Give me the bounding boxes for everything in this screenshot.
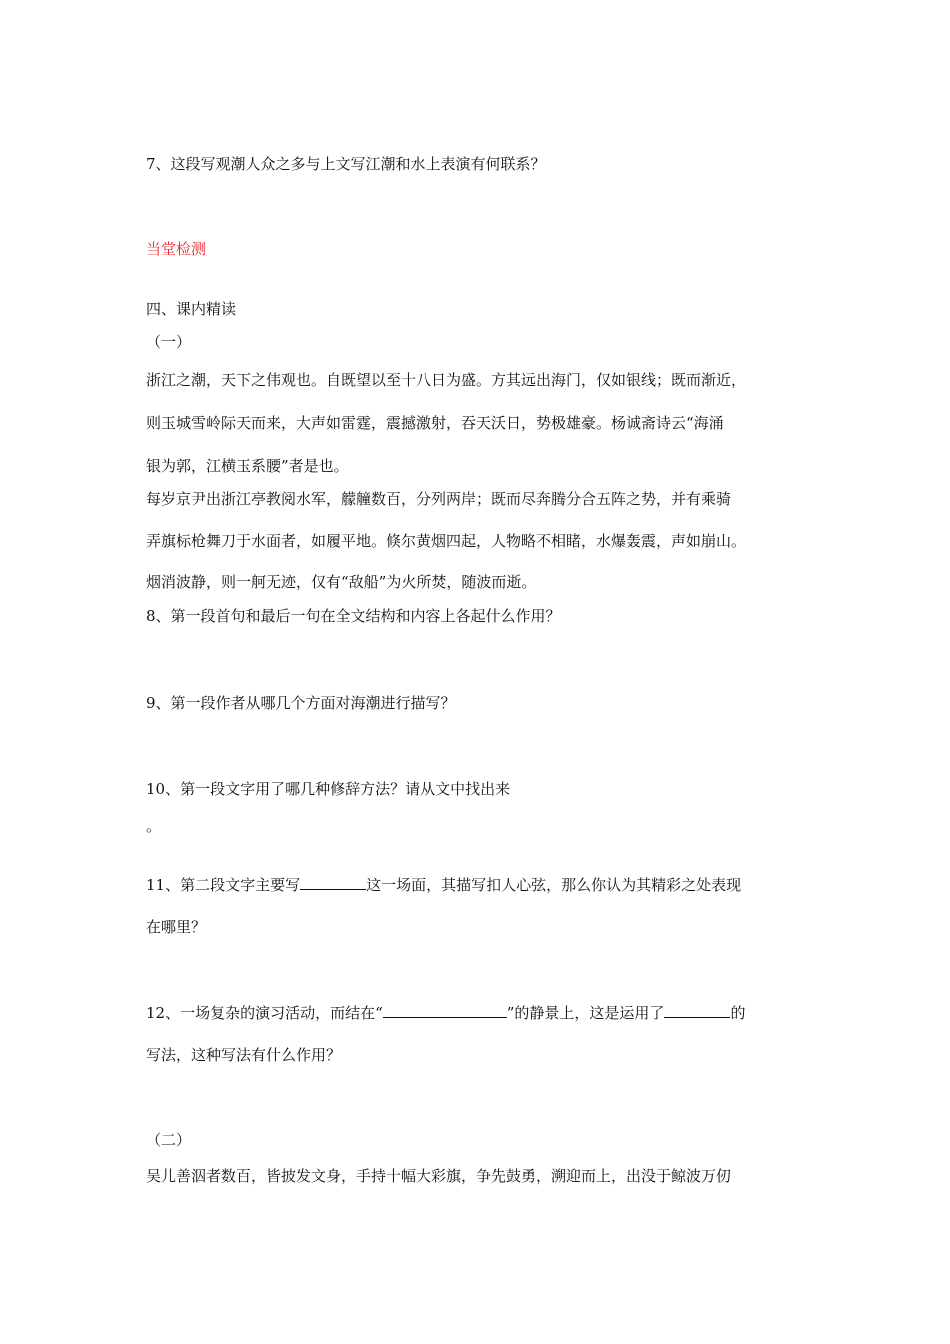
question-12 <box>146 1003 745 1023</box>
part-title: 四、课内精读 <box>146 300 237 318</box>
question-8: 8、第一段首句和最后一句在全文结构和内容上各起什么作用？ <box>146 607 561 625</box>
passage-label-2: （二） <box>146 1131 192 1149</box>
passage-label-1: （一） <box>146 333 192 351</box>
passage-line: 则玉城雪岭际天而来，大声如雷霆，震撼激射，吞天沃日，势极雄豪。杨诚斋诗云“海涌 <box>146 414 724 432</box>
question-12-cont: 写法，这种写法有什么作用？ <box>146 1046 342 1064</box>
answer-blank[interactable] <box>383 1003 507 1018</box>
answer-blank[interactable] <box>664 1003 730 1018</box>
question-9: 9、第一段作者从哪几个方面对海潮进行描写？ <box>146 694 456 712</box>
section-title: 当堂检测 <box>146 240 207 258</box>
question-11 <box>146 875 741 895</box>
question-7: 7、这段写观潮人众之多与上文写江潮和水上表演有何联系？ <box>146 155 546 173</box>
question-11-part-a: 11、第二段文字主要写 <box>146 876 301 894</box>
question-11-part-b: 这一场面，其描写扣人心弦，那么你认为其精彩之处表现 <box>366 876 742 894</box>
passage-line: 吴儿善泅者数百，皆披发文身，手持十幅大彩旗，争先鼓勇，溯迎而上，出没于鲸波万仞 <box>146 1167 732 1185</box>
answer-blank[interactable] <box>300 875 366 890</box>
question-12-part-a: 12、一场复杂的演习活动，而结在“ <box>146 1004 383 1022</box>
passage-line: 浙江之潮，天下之伟观也。自既望以至十八日为盛。方其远出海门，仅如银线；既而渐近， <box>146 371 747 389</box>
passage-line: 烟消波静，则一舸无迹，仅有“敌船”为火所焚，随波而逝。 <box>146 573 537 591</box>
question-10-tail: 。 <box>146 817 162 835</box>
question-10: 10、第一段文字用了哪几种修辞方法？请从文中找出来 <box>146 780 511 798</box>
question-11-cont: 在哪里？ <box>146 918 207 936</box>
question-12-part-c: 的 <box>730 1004 746 1022</box>
passage-line: 银为郭，江横玉系腰”者是也。 <box>146 457 349 475</box>
question-12-part-b: ”的静景上，这是运用了 <box>506 1004 665 1022</box>
passage-line: 弄旗标枪舞刀于水面者，如履平地。倏尔黄烟四起，人物略不相睹，水爆轰震，声如崩山。 <box>146 532 747 550</box>
passage-line: 每岁京尹出浙江亭教阅水军，艨艟数百，分列两岸；既而尽奔腾分合五阵之势，并有乘骑 <box>146 490 732 508</box>
